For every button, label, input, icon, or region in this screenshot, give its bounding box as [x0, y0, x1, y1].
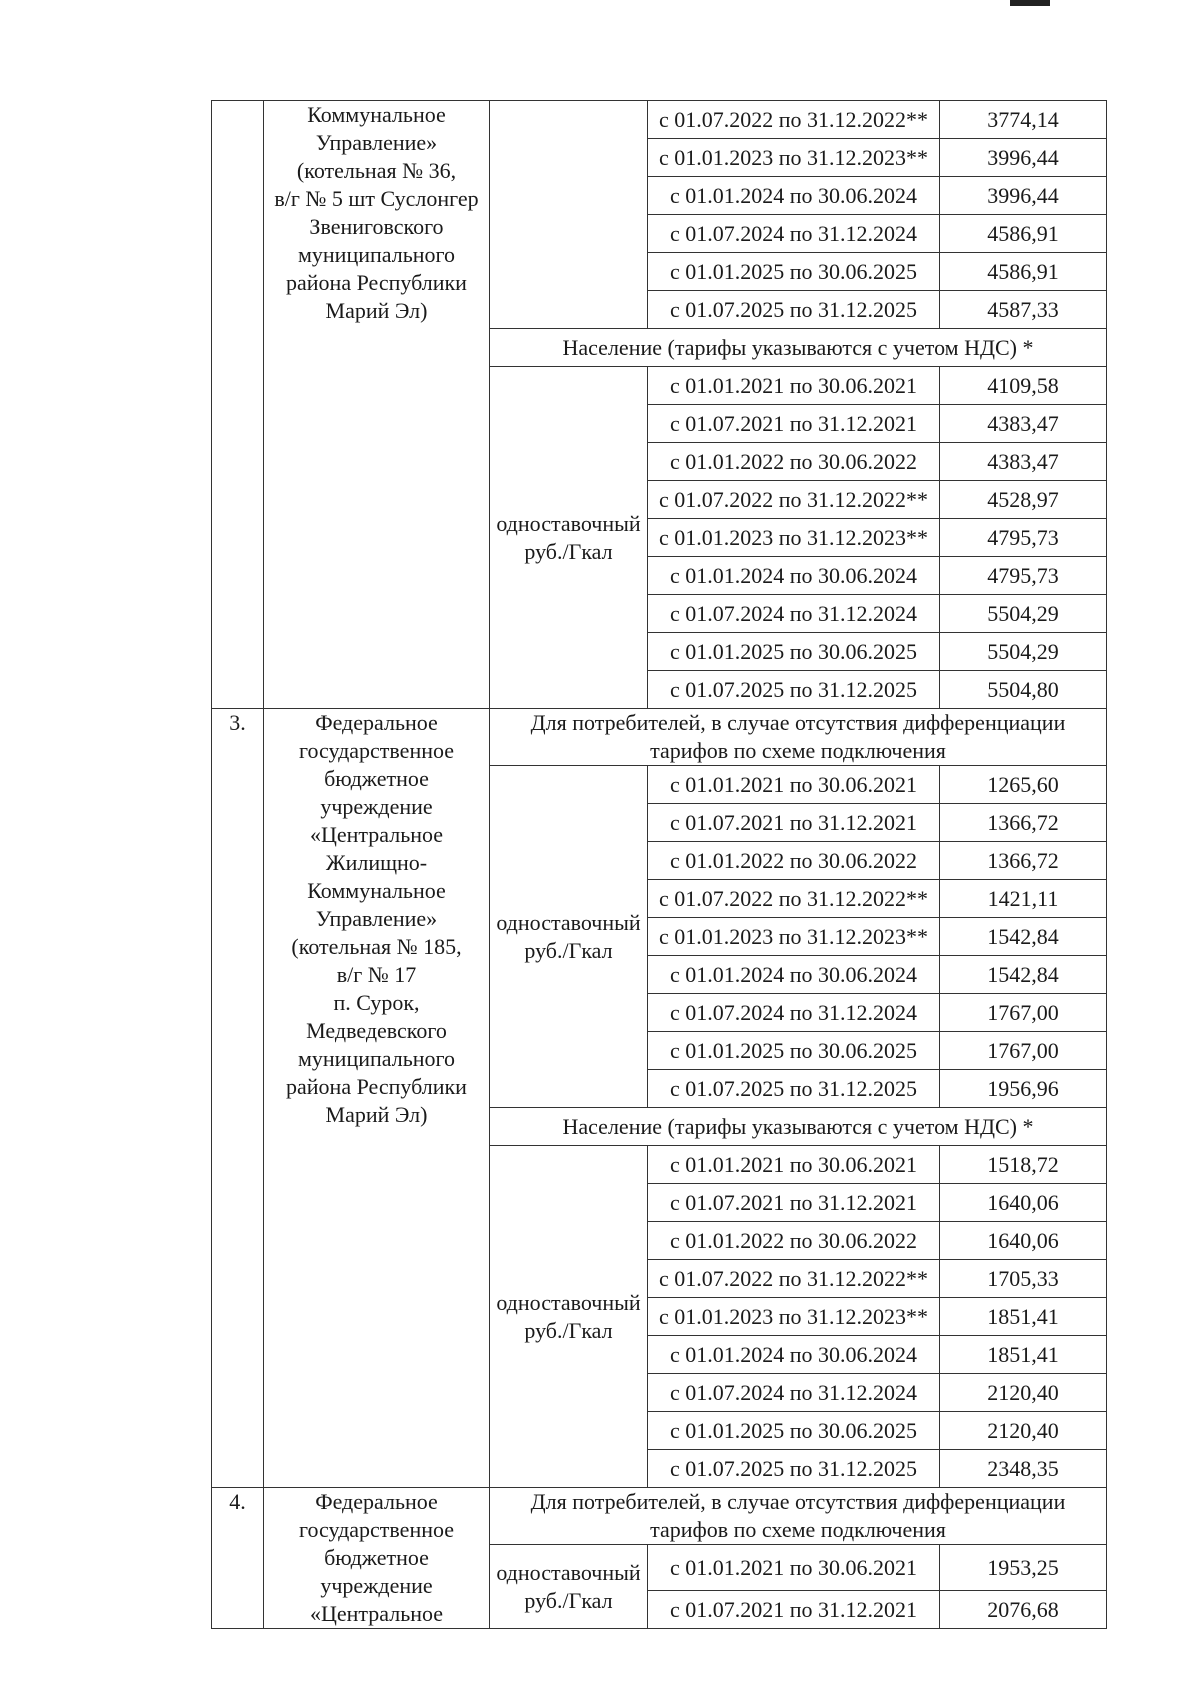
- tariff-value: 5504,29: [940, 633, 1107, 671]
- tariff-value: 1953,25: [940, 1545, 1107, 1591]
- rate-type: одноставочный руб./Гкал: [490, 766, 648, 1108]
- consumer-group-header: Для потребителей, в случае отсутствия дифференциации тарифов по схеме подключения: [490, 709, 1107, 766]
- tariff-value: 1542,84: [940, 956, 1107, 994]
- tariff-period: с 01.07.2022 по 31.12.2022**: [648, 1260, 940, 1298]
- organization-name-line: в/г № 5 шт Суслонгер: [274, 186, 479, 211]
- tariff-period: с 01.07.2025 по 31.12.2025: [648, 1070, 940, 1108]
- tariff-period: с 01.01.2023 по 31.12.2023**: [648, 1298, 940, 1336]
- organization-name-line: «Центральное: [309, 822, 444, 847]
- organization-name-line: Федеральное: [315, 1489, 438, 1514]
- organization-name-line: Управление»: [315, 130, 438, 155]
- organization-name-line: учреждение: [320, 794, 433, 819]
- scan-page-mark: [1010, 0, 1050, 6]
- consumer-group-header: Население (тарифы указываются с учетом НДС) *: [490, 1108, 1107, 1146]
- tariff-value: 4795,73: [940, 557, 1107, 595]
- section-header-row: [212, 709, 1107, 766]
- tariff-value: 1265,60: [940, 766, 1107, 804]
- organization-name-line: Марий Эл): [325, 1102, 428, 1127]
- organization-name-line: Жилищно-: [325, 850, 428, 875]
- organization-name-line: Федеральное: [315, 710, 438, 735]
- organization-name-line: государственное: [298, 738, 455, 763]
- tariff-value: 1421,11: [940, 880, 1107, 918]
- organization-name-line: бюджетное: [324, 766, 429, 791]
- tariff-period: с 01.07.2022 по 31.12.2022**: [648, 481, 940, 519]
- organization-name-line: района Республики: [286, 1074, 467, 1099]
- tariff-value: 1956,96: [940, 1070, 1107, 1108]
- organization-name-line: в/г № 17: [336, 962, 417, 987]
- organization-name-line: Медведевского: [306, 1018, 447, 1043]
- tariff-row: [212, 101, 1107, 139]
- organization-name-line: Коммунальное: [307, 102, 446, 127]
- tariff-period: с 01.01.2021 по 30.06.2021: [648, 766, 940, 804]
- tariff-period: с 01.07.2024 по 31.12.2024: [648, 994, 940, 1032]
- tariff-period: с 01.01.2022 по 30.06.2022: [648, 443, 940, 481]
- organization-name: [264, 101, 490, 709]
- tariff-value: 1640,06: [940, 1222, 1107, 1260]
- organization-name-line: Управление»: [315, 906, 438, 931]
- tariff-value: 1767,00: [940, 994, 1107, 1032]
- tariff-period: с 01.01.2025 по 30.06.2025: [648, 633, 940, 671]
- tariff-period: с 01.07.2024 по 31.12.2024: [648, 1374, 940, 1412]
- tariff-value: 2120,40: [940, 1412, 1107, 1450]
- tariff-value: 4383,47: [940, 443, 1107, 481]
- tariff-value: 4586,91: [940, 215, 1107, 253]
- tariff-table: [211, 100, 1107, 1629]
- tariff-period: с 01.07.2021 по 31.12.2021: [648, 1184, 940, 1222]
- organization-name-line: учреждение: [320, 1573, 433, 1598]
- organization-name-line: бюджетное: [324, 1545, 429, 1570]
- tariff-period: с 01.01.2024 по 30.06.2024: [648, 557, 940, 595]
- tariff-value: 5504,80: [940, 671, 1107, 709]
- tariff-period: с 01.07.2022 по 31.12.2022**: [648, 880, 940, 918]
- tariff-period: с 01.01.2023 по 31.12.2023**: [648, 139, 940, 177]
- tariff-value: 2076,68: [940, 1591, 1107, 1629]
- tariff-value: 1705,33: [940, 1260, 1107, 1298]
- tariff-period: с 01.01.2022 по 30.06.2022: [648, 842, 940, 880]
- rate-type: одноставочный руб./Гкал: [490, 367, 648, 709]
- tariff-period: с 01.07.2022 по 31.12.2022**: [648, 101, 940, 139]
- tariff-period: с 01.01.2024 по 30.06.2024: [648, 1336, 940, 1374]
- tariff-period: с 01.01.2023 по 31.12.2023**: [648, 918, 940, 956]
- tariff-value: 2348,35: [940, 1450, 1107, 1488]
- consumer-group-header: Для потребителей, в случае отсутствия дифференциации тарифов по схеме подключения: [490, 1488, 1107, 1545]
- tariff-period: с 01.07.2024 по 31.12.2024: [648, 595, 940, 633]
- organization-name-line: (котельная № 36,: [296, 158, 457, 183]
- tariff-period: с 01.01.2024 по 30.06.2024: [648, 177, 940, 215]
- tariff-value: 4587,33: [940, 291, 1107, 329]
- tariff-period: с 01.01.2023 по 31.12.2023**: [648, 519, 940, 557]
- tariff-value: 4109,58: [940, 367, 1107, 405]
- tariff-period: с 01.07.2025 по 31.12.2025: [648, 291, 940, 329]
- rate-type: [490, 101, 648, 329]
- tariff-value: 4586,91: [940, 253, 1107, 291]
- row-number: 4.: [212, 1488, 264, 1629]
- tariff-value: 3996,44: [940, 139, 1107, 177]
- tariff-period: с 01.01.2024 по 30.06.2024: [648, 956, 940, 994]
- organization-name-line: п. Сурок,: [333, 990, 420, 1015]
- tariff-value: 4383,47: [940, 405, 1107, 443]
- rate-type: одноставочный руб./Гкал: [490, 1545, 648, 1629]
- tariff-period: с 01.01.2025 по 30.06.2025: [648, 1412, 940, 1450]
- organization-name: [264, 709, 490, 1488]
- row-number: 3.: [212, 709, 264, 1488]
- tariff-period: с 01.07.2021 по 31.12.2021: [648, 1591, 940, 1629]
- tariff-value: 3996,44: [940, 177, 1107, 215]
- organization-name-line: государственное: [298, 1517, 455, 1542]
- organization-name-line: района Республики: [286, 270, 467, 295]
- organization-name-line: «Центральное: [309, 1601, 444, 1626]
- consumer-group-header: Население (тарифы указываются с учетом НДС) *: [490, 329, 1107, 367]
- organization-name-line: Звениговского: [309, 214, 444, 239]
- row-number: [212, 101, 264, 709]
- tariff-value: 1640,06: [940, 1184, 1107, 1222]
- tariff-value: 1851,41: [940, 1336, 1107, 1374]
- tariff-value: 1767,00: [940, 1032, 1107, 1070]
- tariff-value: 1366,72: [940, 842, 1107, 880]
- tariff-value: 1542,84: [940, 918, 1107, 956]
- tariff-period: с 01.07.2021 по 31.12.2021: [648, 804, 940, 842]
- tariff-period: с 01.01.2025 по 30.06.2025: [648, 253, 940, 291]
- organization-name-line: Коммунальное: [307, 878, 446, 903]
- tariff-period: с 01.07.2025 по 31.12.2025: [648, 1450, 940, 1488]
- tariff-period: с 01.01.2022 по 30.06.2022: [648, 1222, 940, 1260]
- tariff-period: с 01.01.2025 по 30.06.2025: [648, 1032, 940, 1070]
- tariff-value: 1518,72: [940, 1146, 1107, 1184]
- organization-name: [264, 1488, 490, 1629]
- tariff-value: 4528,97: [940, 481, 1107, 519]
- tariff-value: 1366,72: [940, 804, 1107, 842]
- tariff-period: с 01.01.2021 по 30.06.2021: [648, 1545, 940, 1591]
- organization-name-line: (котельная № 185,: [291, 934, 462, 959]
- tariff-period: с 01.07.2021 по 31.12.2021: [648, 405, 940, 443]
- tariff-value: 1851,41: [940, 1298, 1107, 1336]
- section-header-row: [212, 1488, 1107, 1545]
- organization-name-line: муниципального: [297, 242, 455, 267]
- tariff-value: 2120,40: [940, 1374, 1107, 1412]
- tariff-period: с 01.07.2024 по 31.12.2024: [648, 215, 940, 253]
- organization-name-line: Марий Эл): [325, 298, 428, 323]
- organization-name-line: муниципального: [297, 1046, 455, 1071]
- tariff-value: 3774,14: [940, 101, 1107, 139]
- rate-type: одноставочный руб./Гкал: [490, 1146, 648, 1488]
- tariff-value: 5504,29: [940, 595, 1107, 633]
- tariff-value: 4795,73: [940, 519, 1107, 557]
- tariff-period: с 01.01.2021 по 30.06.2021: [648, 367, 940, 405]
- tariff-period: с 01.07.2025 по 31.12.2025: [648, 671, 940, 709]
- tariff-period: с 01.01.2021 по 30.06.2021: [648, 1146, 940, 1184]
